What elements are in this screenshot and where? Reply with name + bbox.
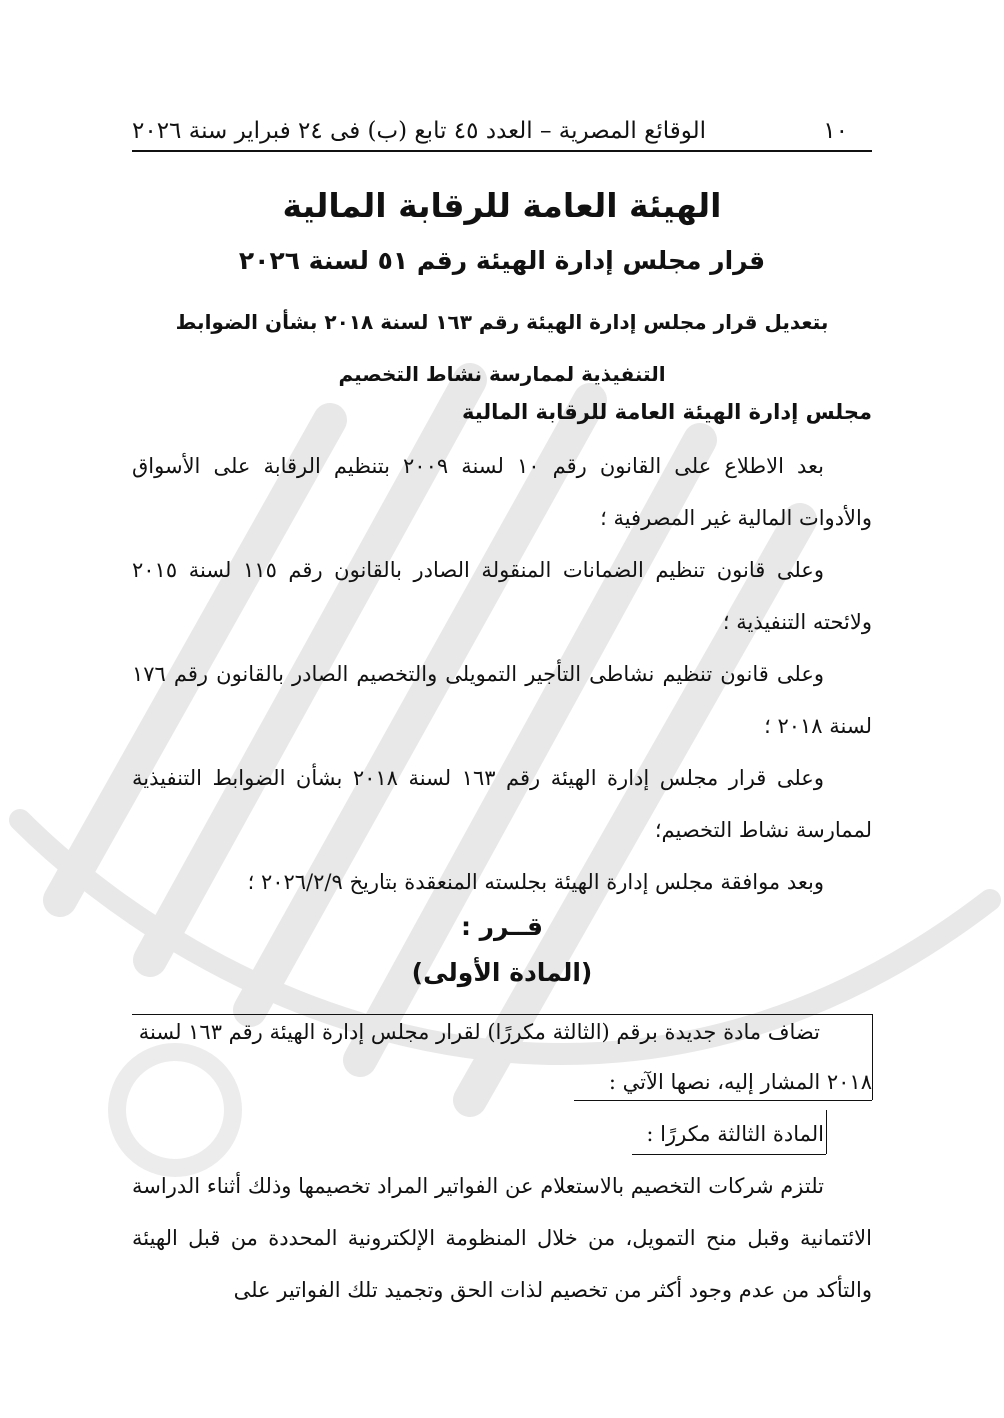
preamble-paragraph-3: وعلى قانون تنظيم نشاطى التأجير التمويلى والتخصيم الصادر بالقانون رقم ١٧٦ لسنة ٢٠١٨ ؛ (132, 662, 872, 738)
box-right-rule (872, 1014, 873, 1100)
preamble-paragraph-5: وبعد موافقة مجلس إدارة الهيئة بجلسته المنعقدة بتاريخ ٢٠٢٦/٢/٩ ؛ (247, 870, 824, 894)
new-article-label: المادة الثالثة مكررًا : (646, 1122, 824, 1146)
decree-subject-line2: التنفيذية لممارسة نشاط التخصيم (338, 362, 666, 386)
issue-line: الوقائع المصرية – العدد ٤٥ تابع (ب) فى ٢٤ فبراير سنة ٢٠٢٦ (132, 118, 707, 144)
label-box-right-rule (826, 1110, 827, 1154)
article-text-underline (574, 1100, 872, 1101)
article-text-line2: ٢٠١٨ المشار إليه، نصها الآتي : (608, 1070, 872, 1094)
preamble-paragraph-2: وعلى قانون تنظيم الضمانات المنقولة الصادر بالقانون رقم ١١٥ لسنة ٢٠١٥ ولائحته التنفيذية ؛ (132, 558, 872, 634)
article-text-line1: تضاف مادة جديدة برقم (الثالثة مكررًا) لقرار مجلس إدارة الهيئة رقم ١٦٣ لسنة (138, 1020, 820, 1044)
decree-title: قرار مجلس إدارة الهيئة رقم ٥١ لسنة ٢٠٢٦ (238, 246, 766, 275)
preamble-paragraph-1: بعد الاطلاع على القانون رقم ١٠ لسنة ٢٠٠٩ بتنظيم الرقابة على الأسواق والأدوات المالية غير المصرفية ؛ (132, 454, 872, 530)
decree-word: قــرر : (460, 912, 544, 941)
decree-subject (132, 296, 872, 400)
article-title: (المادة الأولى) (411, 958, 593, 987)
new-article-text: تلتزم شركات التخصيم بالاستعلام عن الفواتير المراد تخصيمها وذلك أثناء الدراسة الائتمانية وقبل منح التمويل، من خلال المنظومة الإلكترونية المحددة من قبل الهيئة والتأكد من عدم وجود أكثر من تخصيم لذات الحق وتجميد تلك الفواتير على (132, 1174, 872, 1302)
page-header (132, 112, 872, 152)
council-heading: مجلس إدارة الهيئة العامة للرقابة المالية (461, 400, 872, 424)
page-number: ١٠ (823, 118, 848, 144)
preamble-paragraph-4: وعلى قرار مجلس إدارة الهيئة رقم ١٦٣ لسنة ٢٠١٨ بشأن الضوابط التنفيذية لممارسة نشاط التخصيم؛ (132, 766, 872, 842)
label-underline (632, 1154, 826, 1155)
decree-subject-line1: بتعديل قرار مجلس إدارة الهيئة رقم ١٦٣ لسنة ٢٠١٨ بشأن الضوابط (175, 310, 829, 334)
authority-title: الهيئة العامة للرقابة المالية (282, 186, 722, 225)
